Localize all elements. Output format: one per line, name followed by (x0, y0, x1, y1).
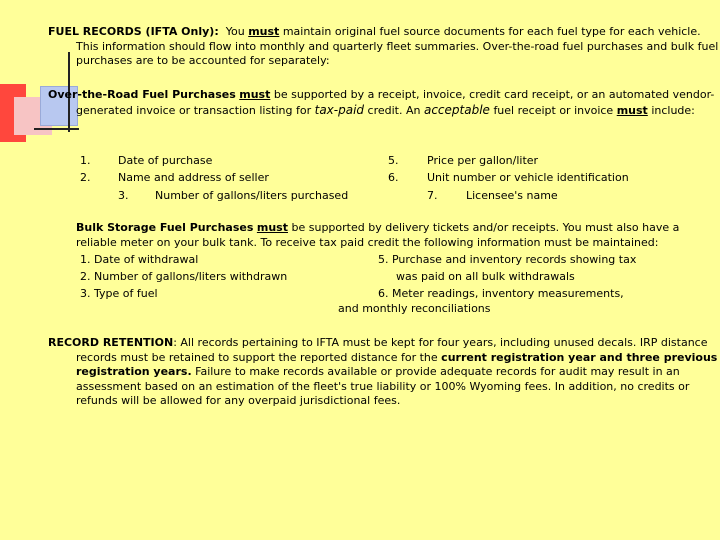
otr-acceptable: acceptable (423, 102, 490, 117)
bulk-must: must (256, 221, 288, 234)
decor-horizontal-line (34, 128, 79, 130)
retention-heading: RECORD RETENTION (48, 336, 174, 349)
fuel-records-text-a: You (225, 25, 245, 38)
otr-item-3-text: Number of gallons/liters purchased (155, 189, 349, 202)
otr-paragraph (48, 88, 720, 118)
otr-text-a: be supported by a receipt, invoice, credit card receipt, or an automated vendor-generated invoice or transaction listing for (76, 88, 715, 117)
bulk-text: be supported by delivery tickets and/or receipts. You must also have a reliable meter on your bulk tank. To receive tax paid credit the following information must be maintained: (76, 221, 680, 249)
bulk-item-6-cont: and monthly reconciliations (338, 302, 491, 315)
retention-text-b: Failure to make records available or provide adequate records for audit may result in an assessment based on an estimation of the fleet's true liability or 100% Wyoming fees. In addition, no credits or refunds will be allowed for any overpaid jurisdictional fees. (76, 365, 690, 407)
otr-item-7-text: Licensee's name (466, 189, 558, 202)
bulk-paragraph (76, 221, 686, 250)
otr-item-6-num: 6. (388, 171, 399, 184)
otr-item-2-num: 2. (80, 171, 91, 184)
otr-item-1-text: Date of purchase (118, 154, 213, 167)
bulk-heading: Bulk Storage Fuel Purchases (76, 221, 254, 234)
otr-tax-paid: tax-paid (314, 102, 365, 117)
bulk-item-6: 6. Meter readings, inventory measurements, (378, 287, 624, 300)
retention-text-a: : All records pertaining to IFTA must be kept for four years, including unused decals. IRP distance records must be retained to support the reported distance for the (76, 336, 708, 364)
otr-item-1-num: 1. (80, 154, 91, 167)
otr-item-5-text: Price per gallon/liter (427, 154, 539, 167)
otr-item-6-text: Unit number or vehicle identification (427, 171, 629, 184)
otr-item-3-num: 3. (118, 189, 129, 202)
bulk-item-5-cont: was paid on all bulk withdrawals (396, 270, 575, 283)
bulk-item-2: 2. Number of gallons/liters withdrawn (80, 270, 288, 283)
bulk-item-1: 1. Date of withdrawal (80, 253, 199, 266)
fuel-records-paragraph (48, 25, 720, 69)
fuel-records-must: must (248, 25, 280, 38)
fuel-records-text-b: maintain original fuel source documents for each fuel type for each vehicle. This information should flow into monthly and quarterly fleet summaries. Over-the-road fuel purchases and bulk fuel purchases are to be accounted for separately: (76, 25, 719, 67)
retention-bold: current registration year and three previous registration years. (76, 350, 718, 378)
retention-paragraph (48, 336, 720, 409)
otr-must: must (239, 88, 271, 101)
bulk-item-5: 5. Purchase and inventory records showing tax (378, 253, 637, 266)
otr-text-b: credit. An (367, 103, 421, 117)
otr-text-c: fuel receipt or invoice (493, 103, 614, 117)
otr-item-7-num: 7. (427, 189, 438, 202)
otr-heading: Over-the-Road Fuel Purchases (48, 88, 236, 101)
otr-item-5-num: 5. (388, 154, 399, 167)
otr-text-d: include: (651, 103, 695, 117)
otr-must2: must (616, 103, 648, 117)
fuel-records-heading: FUEL RECORDS (IFTA Only): (48, 25, 219, 38)
otr-item-2-text: Name and address of seller (118, 171, 269, 184)
bulk-item-3: 3. Type of fuel (80, 287, 158, 300)
